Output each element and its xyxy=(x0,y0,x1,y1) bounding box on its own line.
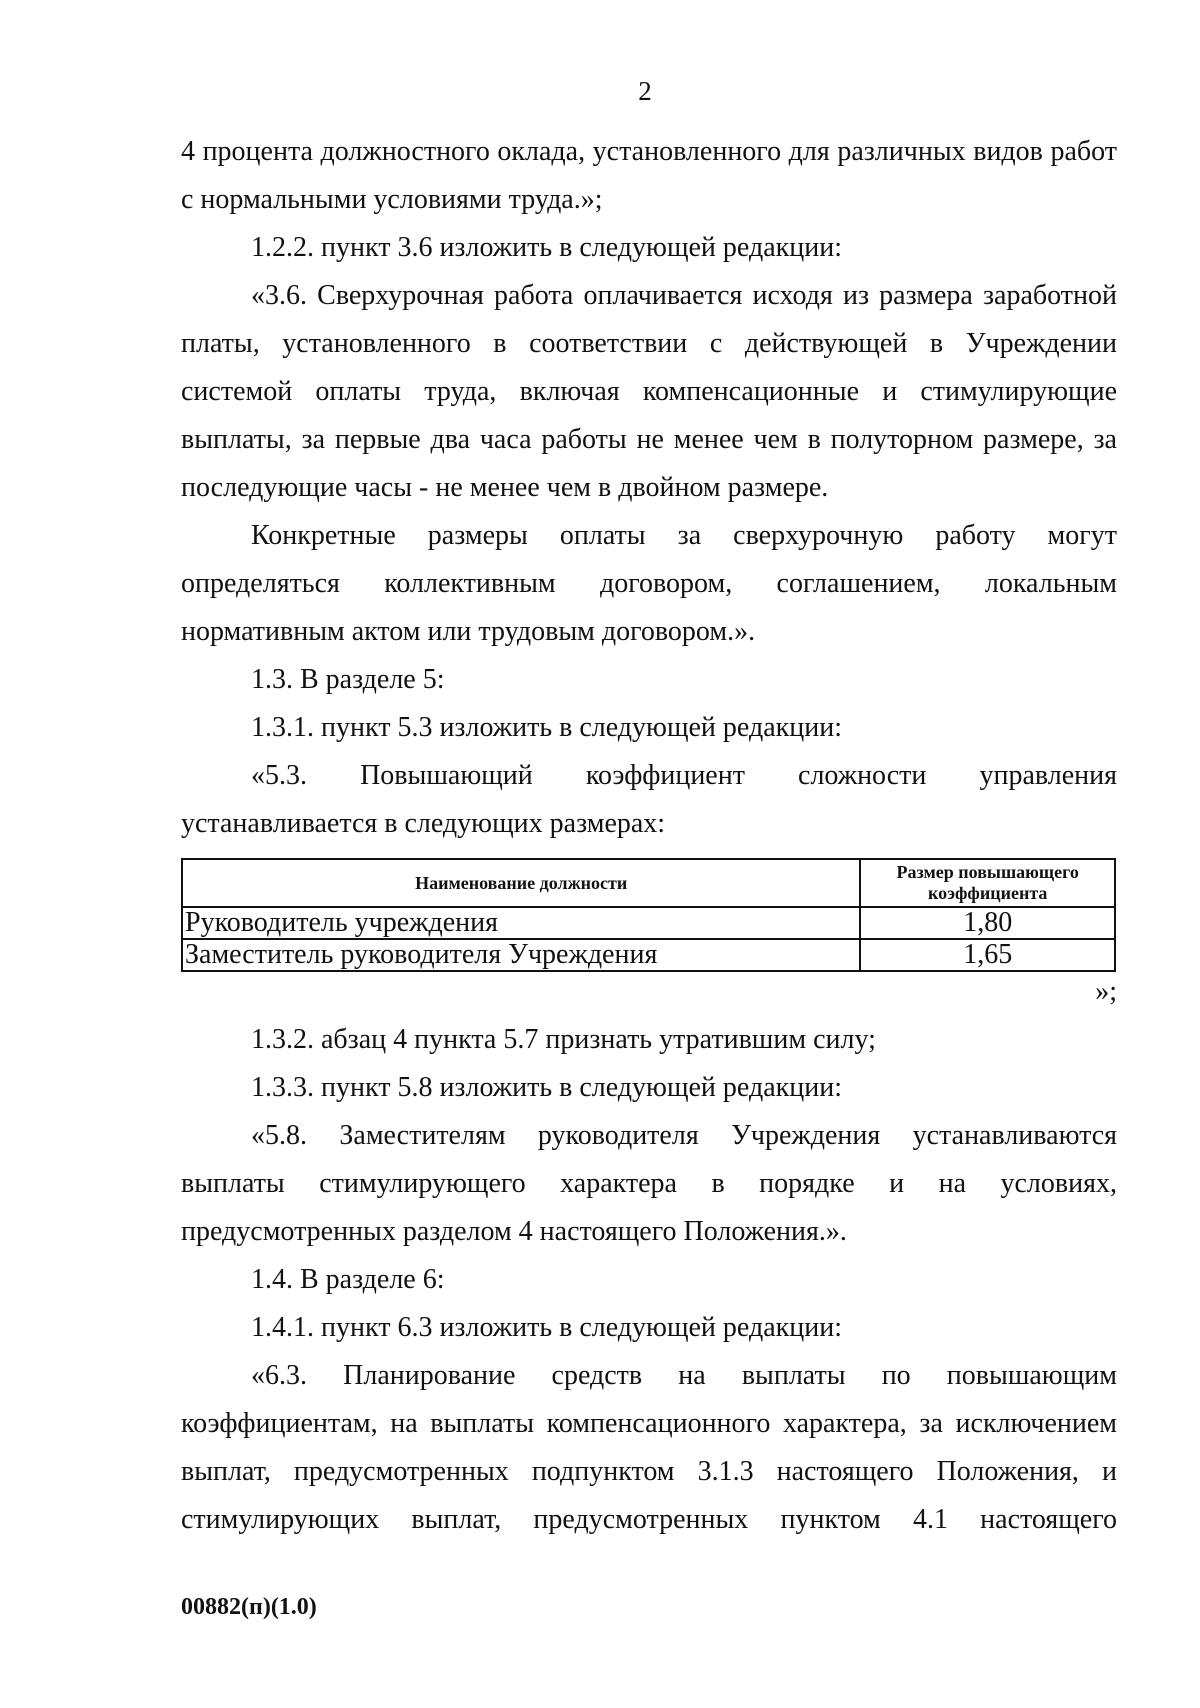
table-row xyxy=(182,907,1115,939)
paragraph-1-3-2: 1.3.2. абзац 4 пункта 5.7 признать утратившим силу; xyxy=(251,1024,876,1055)
paragraph-1-3-3: 1.3.3. пункт 5.8 изложить в следующей редакции: xyxy=(251,1072,842,1103)
paragraph-continuation: 4 процента должностного оклада, установленного для различных видов работ с нормальными условиями труда.»; xyxy=(181,136,1117,215)
coefficient-table xyxy=(181,858,1116,972)
table-cell-position: Заместитель руководителя Учреждения xyxy=(182,939,860,971)
paragraph-1-2-2: 1.2.2. пункт 3.6 изложить в следующей редакции: xyxy=(251,232,842,263)
table-header-row xyxy=(182,859,1115,907)
table-row xyxy=(182,939,1115,971)
paragraph-3-6: «3.6. Сверхурочная работа оплачивается исходя из размера заработной платы, установленного в соответствии с действующей в Учреждении системой оплаты труда, включая компенсационные и стимулирующие выплаты, за первые два часа работы не менее чем в полуторном размере, за последующие часы - не менее чем в двойном размере. xyxy=(181,280,1117,503)
quote-close-mark: »; xyxy=(1095,976,1117,1007)
paragraph-5-3: «5.3. Повышающий коэффициент сложности управления устанавливается в следующих размерах: xyxy=(181,760,1117,839)
table-cell-value: 1,80 xyxy=(860,907,1115,939)
table-header-coefficient: Размер повышающего коэффициента xyxy=(860,859,1115,907)
table-cell-value: 1,65 xyxy=(860,939,1115,971)
paragraph-1-3: 1.3. В разделе 5: xyxy=(251,664,445,695)
table-cell-position: Руководитель учреждения xyxy=(182,907,860,939)
document-code: 00882(п)(1.0) xyxy=(181,1594,317,1620)
table-header-position: Наименование должности xyxy=(182,859,860,907)
paragraph-5-8: «5.8. Заместителям руководителя Учреждения устанавливаются выплаты стимулирующего характера в порядке и на условиях, предусмотренных разделом 4 настоящего Положения.». xyxy=(181,1120,1117,1247)
paragraph-1-4-1: 1.4.1. пункт 6.3 изложить в следующей редакции: xyxy=(251,1312,842,1343)
page-number: 2 xyxy=(638,76,652,106)
paragraph-1-4: 1.4. В разделе 6: xyxy=(251,1264,445,1295)
paragraph-6-3: «6.3. Планирование средств на выплаты по повышающим коэффициентам, на выплаты компенсационного характера, за исключением выплат, предусмотренных подпунктом 3.1.3 настоящего Положения, и стимулирующих выплат, предусмотренных пунктом 4.1 настоящего xyxy=(181,1360,1117,1535)
paragraph-overtime-amounts: Конкретные размеры оплаты за сверхурочную работу могут определяться коллективным договором, соглашением, локальным нормативным актом или трудовым договором.». xyxy=(181,520,1117,647)
paragraph-1-3-1: 1.3.1. пункт 5.3 изложить в следующей редакции: xyxy=(251,712,842,743)
document-body xyxy=(181,128,1117,1544)
